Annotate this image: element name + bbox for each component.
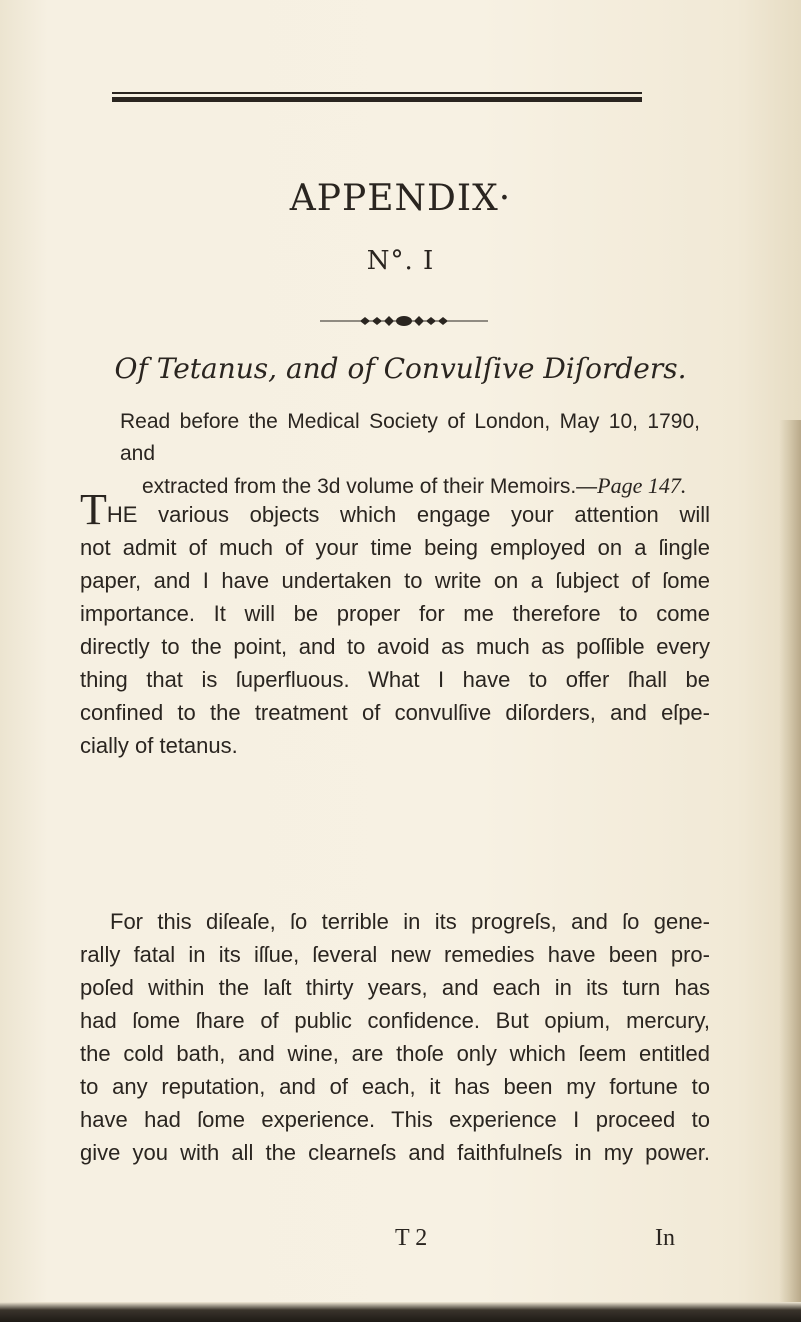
text-line: had ſome ſhare of public confidence. But opium, mercury, <box>80 1008 710 1033</box>
paragraph-2 <box>80 905 710 1169</box>
text-line: poſed within the laſt thirty years, and each in its turn has <box>80 975 710 1000</box>
text-line: have had ſome experience. This experience I proceed to <box>80 1107 710 1132</box>
text-line: paper, and I have undertaken to write on a ſubject of ſome <box>80 568 710 593</box>
drop-cap: T <box>80 485 107 534</box>
text-line: rally fatal in its iſſue, ſeveral new remedies have been pro- <box>80 942 710 967</box>
text-line: importance. It will be proper for me therefore to come <box>80 601 710 626</box>
top-double-rule <box>112 92 642 102</box>
source-page-reference: Page 147. <box>597 473 687 498</box>
source-note <box>120 406 700 503</box>
text-line: to any reputation, and of each, it has been my fortune to <box>80 1074 710 1099</box>
text-line-content: HE various objects which engage your attention will <box>106 502 710 527</box>
text-line: not admit of much of your time being employed on a ſingle <box>80 535 710 560</box>
appendix-number: N°. I <box>366 246 435 276</box>
text-line: the cold bath, and wine, are thoſe only which ſeem entitled <box>80 1041 710 1066</box>
signature-mark: T 2 <box>395 1225 428 1251</box>
source-note-text: extracted from the 3d volume of their Memoirs.— <box>142 475 598 498</box>
text-line: cially of tetanus. <box>80 733 238 758</box>
ornament-divider-icon <box>320 315 488 327</box>
page-edge-shadow <box>779 420 801 1322</box>
text-line: thing that is ſuperfluous. What I have to offer ſhall be <box>80 667 710 692</box>
chapter-subtitle: Of Tetanus, and of Convulſive Diſorders. <box>114 352 687 385</box>
text-line: directly to the point, and to avoid as much as poſſible every <box>80 634 710 659</box>
catchword: In <box>655 1225 675 1251</box>
text-line: For this diſeaſe, ſo terrible in its progreſs, and ſo gene- <box>110 909 710 934</box>
page-bottom-edge <box>0 1302 801 1322</box>
appendix-title: APPENDIX· <box>289 178 512 219</box>
source-note-line: Read before the Medical Society of London, May 10, 1790, and <box>120 410 700 465</box>
text-line: confined to the treatment of convulſive diſorders, and eſpe- <box>80 700 710 725</box>
text-line: give you with all the clearneſs and faithfulneſs in my power. <box>80 1140 710 1165</box>
